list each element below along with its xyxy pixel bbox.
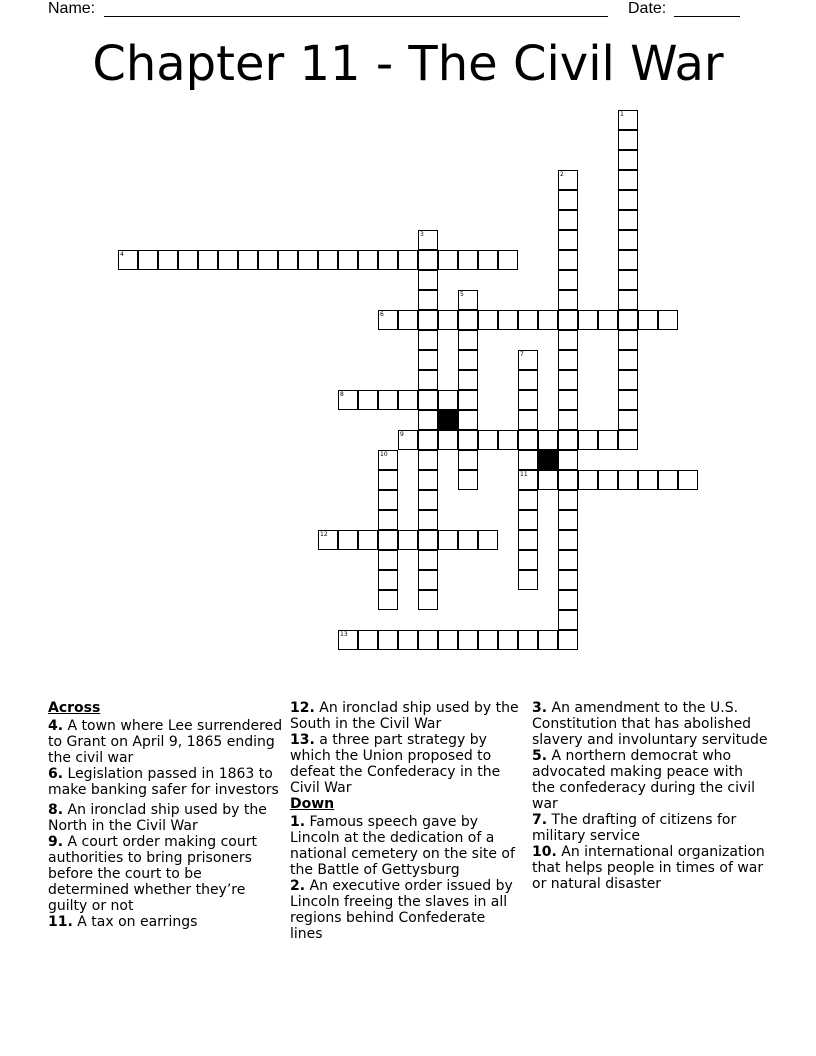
crossword-cell[interactable] [618, 330, 638, 350]
crossword-cell[interactable] [518, 570, 538, 590]
crossword-cell[interactable] [338, 630, 358, 650]
across-clue-list [48, 718, 284, 930]
crossword-cell[interactable] [218, 250, 238, 270]
crossword-cell[interactable] [418, 590, 438, 610]
clue-item-number: 12. [290, 700, 315, 716]
clue-item-text: An ironclad ship used by the North in the Civil War [48, 802, 267, 834]
crossword-cell[interactable] [378, 550, 398, 570]
clue-item-text: A court order making court authorities to bring prisoners before the court to be determined whether they’re guilty or not [48, 834, 257, 914]
crossword-cell[interactable] [378, 450, 398, 470]
crossword-cell[interactable] [618, 410, 638, 430]
crossword-cell[interactable] [358, 530, 378, 550]
crossword-cell[interactable] [558, 370, 578, 390]
clue-number: 5 [460, 291, 464, 298]
clue-item-text: An executive order issued by Lincoln freeing the slaves in all regions behind Confederate lines [290, 878, 513, 942]
crossword-cell[interactable] [338, 250, 358, 270]
date-label: Date: [628, 0, 667, 17]
crossword-cell[interactable] [518, 510, 538, 530]
crossword-cell[interactable] [658, 310, 678, 330]
crossword-cell[interactable] [638, 470, 658, 490]
crossword-cell[interactable] [558, 190, 578, 210]
crossword-cell[interactable] [418, 350, 438, 370]
crossword-cell[interactable] [578, 310, 598, 330]
name-label: Name: [48, 0, 96, 17]
clue-number: 10 [380, 451, 388, 458]
crossword-cell[interactable] [578, 430, 598, 450]
crossword-cell[interactable] [278, 250, 298, 270]
crossword-cell[interactable] [518, 490, 538, 510]
crossword-cell[interactable] [498, 430, 518, 450]
crossword-cell[interactable] [118, 250, 138, 270]
crossword-cell[interactable] [558, 470, 578, 490]
clue-item [290, 732, 520, 796]
crossword-cell[interactable] [418, 230, 438, 250]
clues-column-2 [290, 700, 520, 942]
crossword-cell[interactable] [398, 250, 418, 270]
crossword-cell[interactable] [418, 250, 438, 270]
clue-item-text: A town where Lee surrendered to Grant on April 9, 1865 ending the civil war [48, 718, 283, 766]
crossword-cell[interactable] [158, 250, 178, 270]
crossword-cell[interactable] [558, 410, 578, 430]
crossword-cell[interactable] [438, 310, 458, 330]
crossword-cell[interactable] [418, 430, 438, 450]
clue-item [532, 812, 770, 844]
clue-item-number: 10. [532, 844, 557, 860]
crossword-cell[interactable] [558, 290, 578, 310]
crossword-cell[interactable] [518, 430, 538, 450]
crossword-cell[interactable] [638, 310, 658, 330]
clue-item-number: 2. [290, 878, 306, 894]
name-blank[interactable] [104, 16, 608, 17]
clue-item [48, 718, 284, 766]
clue-item [532, 844, 770, 892]
crossword-cell[interactable] [618, 430, 638, 450]
black-cell [438, 410, 458, 430]
crossword-cell[interactable] [618, 250, 638, 270]
crossword-cell[interactable] [618, 470, 638, 490]
crossword-cell[interactable] [498, 630, 518, 650]
crossword-cell[interactable] [418, 390, 438, 410]
crossword-cell[interactable] [378, 530, 398, 550]
crossword-cell[interactable] [458, 350, 478, 370]
crossword-cell[interactable] [618, 210, 638, 230]
clue-number: 13 [340, 631, 348, 638]
crossword-cell[interactable] [498, 310, 518, 330]
crossword-cell[interactable] [378, 570, 398, 590]
crossword-cell[interactable] [418, 510, 438, 530]
crossword-cell[interactable] [398, 390, 418, 410]
crossword-cell[interactable] [458, 330, 478, 350]
crossword-cell[interactable] [558, 330, 578, 350]
crossword-cell[interactable] [198, 250, 218, 270]
crossword-cell[interactable] [418, 470, 438, 490]
clue-item-number: 1. [290, 814, 306, 830]
crossword-cell[interactable] [558, 610, 578, 630]
crossword-cell[interactable] [338, 390, 358, 410]
crossword-cell[interactable] [458, 630, 478, 650]
crossword-cell[interactable] [138, 250, 158, 270]
crossword-cell[interactable] [518, 350, 538, 370]
clue-item-number: 3. [532, 700, 548, 716]
crossword-cell[interactable] [458, 390, 478, 410]
crossword-cell[interactable] [598, 430, 618, 450]
crossword-cell[interactable] [458, 530, 478, 550]
crossword-cell[interactable] [558, 550, 578, 570]
crossword-cell[interactable] [418, 330, 438, 350]
crossword-cell[interactable] [418, 290, 438, 310]
crossword-cell[interactable] [378, 490, 398, 510]
clue-item [48, 914, 284, 930]
crossword-cell[interactable] [558, 250, 578, 270]
down-clue-list-continued [532, 700, 770, 892]
crossword-cell[interactable] [558, 430, 578, 450]
crossword-cell[interactable] [618, 370, 638, 390]
clue-number: 9 [400, 431, 404, 438]
crossword-cell[interactable] [458, 310, 478, 330]
clue-item-text: An international organization that helps people in times of war or natural disaster [532, 844, 765, 892]
across-heading: Across [48, 700, 101, 716]
crossword-cell[interactable] [538, 630, 558, 650]
crossword-cell[interactable] [518, 370, 538, 390]
clue-item-number: 5. [532, 748, 548, 764]
clue-item [532, 748, 770, 812]
crossword-cell[interactable] [258, 250, 278, 270]
crossword-cell[interactable] [618, 190, 638, 210]
crossword-cell[interactable] [318, 250, 338, 270]
crossword-cell[interactable] [618, 170, 638, 190]
clue-number: 1 [620, 111, 624, 118]
crossword-cell[interactable] [618, 130, 638, 150]
crossword-cell[interactable] [618, 110, 638, 130]
crossword-cell[interactable] [538, 470, 558, 490]
crossword-cell[interactable] [518, 310, 538, 330]
crossword-cell[interactable] [418, 450, 438, 470]
date-blank[interactable] [674, 16, 740, 17]
crossword-cell[interactable] [178, 250, 198, 270]
clue-number: 4 [120, 251, 124, 258]
crossword-cell[interactable] [418, 410, 438, 430]
clue-number: 7 [520, 351, 524, 358]
crossword-cell[interactable] [358, 630, 378, 650]
crossword-cell[interactable] [378, 310, 398, 330]
clue-item-number: 4. [48, 718, 64, 734]
crossword-cell[interactable] [558, 590, 578, 610]
crossword-cell[interactable] [478, 430, 498, 450]
crossword-cell[interactable] [518, 470, 538, 490]
clue-item-number: 9. [48, 834, 64, 850]
crossword-cell[interactable] [558, 350, 578, 370]
clue-item-text: The drafting of citizens for military service [532, 812, 737, 844]
crossword-cell[interactable] [558, 490, 578, 510]
crossword-cell[interactable] [538, 310, 558, 330]
crossword-cell[interactable] [398, 630, 418, 650]
across-clue-list-continued [290, 700, 520, 796]
clue-item [532, 700, 770, 748]
crossword-cell[interactable] [558, 210, 578, 230]
clue-item-number: 8. [48, 802, 64, 818]
crossword-cell[interactable] [238, 250, 258, 270]
clue-item [48, 802, 284, 834]
clue-number: 6 [380, 311, 384, 318]
crossword-cell[interactable] [498, 250, 518, 270]
crossword-cell[interactable] [598, 310, 618, 330]
crossword-cell[interactable] [378, 630, 398, 650]
clue-item-text: Legislation passed in 1863 to make banking safer for investors [48, 766, 279, 798]
clue-item-number: 11. [48, 914, 73, 930]
crossword-cell[interactable] [558, 510, 578, 530]
crossword-cell[interactable] [518, 410, 538, 430]
clue-number: 11 [520, 471, 528, 478]
crossword-cell[interactable] [338, 530, 358, 550]
crossword-cell[interactable] [438, 430, 458, 450]
clue-item-text: An amendment to the U.S. Constitution that has abolished slavery and involuntary servitude [532, 700, 768, 748]
clues-column-1 [48, 700, 284, 930]
crossword-cell[interactable] [378, 510, 398, 530]
crossword-cell[interactable] [518, 630, 538, 650]
crossword-cell[interactable] [418, 550, 438, 570]
crossword-cell[interactable] [418, 310, 438, 330]
page-title: Chapter 11 - The Civil War [92, 36, 724, 92]
clue-number: 12 [320, 531, 328, 538]
crossword-cell[interactable] [478, 630, 498, 650]
crossword-cell[interactable] [398, 310, 418, 330]
clue-item [290, 814, 520, 878]
crossword-cell[interactable] [438, 630, 458, 650]
crossword-cell[interactable] [458, 430, 478, 450]
clue-item [48, 834, 284, 914]
crossword-cell[interactable] [458, 450, 478, 470]
crossword-cell[interactable] [558, 530, 578, 550]
crossword-cell[interactable] [618, 230, 638, 250]
crossword-cell[interactable] [378, 590, 398, 610]
crossword-cell[interactable] [458, 290, 478, 310]
clues-column-3 [532, 700, 770, 892]
crossword-cell[interactable] [678, 470, 698, 490]
crossword-cell[interactable] [458, 410, 478, 430]
crossword-cell[interactable] [398, 530, 418, 550]
clue-item-number: 13. [290, 732, 315, 748]
clue-item-text: An ironclad ship used by the South in the Civil War [290, 700, 519, 732]
clue-item-text: Famous speech gave by Lincoln at the dedication of a national cemetery on the site of the Battle of Gettysburg [290, 814, 515, 878]
crossword-cell[interactable] [378, 250, 398, 270]
clue-item-text: A northern democrat who advocated making peace with the confederacy during the civil war [532, 748, 756, 812]
clue-item-text: a three part strategy by which the Union proposed to defeat the Confederacy in the Civil War [290, 732, 501, 796]
crossword-cell[interactable] [478, 310, 498, 330]
crossword-cell[interactable] [458, 370, 478, 390]
crossword-cell[interactable] [458, 250, 478, 270]
crossword-cell[interactable] [518, 530, 538, 550]
crossword-cell[interactable] [578, 470, 598, 490]
crossword-cell[interactable] [618, 150, 638, 170]
clue-item [290, 700, 520, 732]
crossword-cell[interactable] [518, 390, 538, 410]
crossword-cell[interactable] [558, 310, 578, 330]
crossword-cell[interactable] [618, 270, 638, 290]
clue-item [48, 766, 284, 798]
crossword-cell[interactable] [558, 570, 578, 590]
clue-number: 3 [420, 231, 424, 238]
crossword-cell[interactable] [478, 250, 498, 270]
clue-number: 2 [560, 171, 564, 178]
clue-item-number: 7. [532, 812, 548, 828]
crossword-cell[interactable] [438, 250, 458, 270]
crossword-cell[interactable] [518, 550, 538, 570]
crossword-cell[interactable] [518, 450, 538, 470]
crossword-cell[interactable] [298, 250, 318, 270]
clue-item [290, 878, 520, 942]
crossword-cell[interactable] [458, 470, 478, 490]
crossword-cell[interactable] [358, 250, 378, 270]
crossword-cell[interactable] [418, 530, 438, 550]
black-cell [538, 450, 558, 470]
crossword-cell[interactable] [418, 630, 438, 650]
crossword-cell[interactable] [598, 470, 618, 490]
crossword-cell[interactable] [558, 270, 578, 290]
crossword-cell[interactable] [378, 390, 398, 410]
crossword-cell[interactable] [558, 630, 578, 650]
crossword-cell[interactable] [418, 370, 438, 390]
crossword-cell[interactable] [618, 290, 638, 310]
down-heading: Down [290, 796, 335, 812]
crossword-cell[interactable] [538, 430, 558, 450]
crossword-cell[interactable] [658, 470, 678, 490]
crossword-cell[interactable] [558, 390, 578, 410]
crossword-cell[interactable] [418, 270, 438, 290]
crossword-cell[interactable] [618, 350, 638, 370]
crossword-cell[interactable] [318, 530, 338, 550]
crossword-cell[interactable] [478, 530, 498, 550]
crossword-cell[interactable] [398, 430, 418, 450]
crossword-cell[interactable] [378, 470, 398, 490]
crossword-cell[interactable] [418, 570, 438, 590]
clue-item-number: 6. [48, 766, 64, 782]
down-clue-list [290, 814, 520, 942]
crossword-cell[interactable] [618, 310, 638, 330]
crossword-cell[interactable] [438, 390, 458, 410]
crossword-cell[interactable] [558, 230, 578, 250]
name-date-bar [48, 0, 748, 20]
crossword-cell[interactable] [418, 490, 438, 510]
crossword-cell[interactable] [558, 450, 578, 470]
crossword-cell[interactable] [618, 390, 638, 410]
clue-item-text: A tax on earrings [72, 914, 198, 930]
crossword-cell[interactable] [558, 170, 578, 190]
crossword-cell[interactable] [438, 530, 458, 550]
crossword-cell[interactable] [358, 390, 378, 410]
clue-number: 8 [340, 391, 344, 398]
